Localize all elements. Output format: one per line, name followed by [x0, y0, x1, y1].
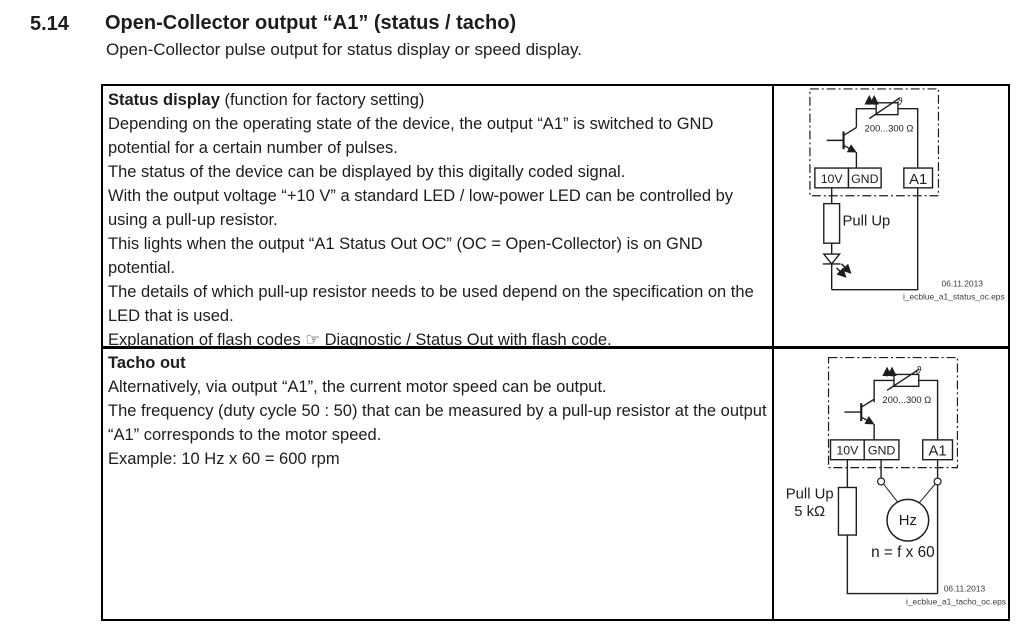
terminal-10v-label: 10V	[836, 443, 859, 458]
pullup-resistor	[824, 204, 840, 244]
temperature-symbol: ϑ	[896, 96, 903, 108]
pullup-label: Pull Up	[842, 213, 891, 230]
tacho-diagram-cell	[774, 349, 1008, 619]
hz-meter-label: Hz	[898, 513, 917, 530]
body-paragraph: Explanation of flash codes ☞ Diagnostic / Status Out with flash code.	[108, 331, 612, 349]
body-paragraph: With the output voltage “+10 V” a standard LED / low-power LED can be controlled by using a pull-up resistor.	[108, 187, 734, 229]
temperature-symbol: ϑ	[915, 365, 922, 377]
formula-label: n = f x 60	[871, 543, 935, 561]
circuit-labels	[786, 365, 1006, 606]
status-circuit-diagram	[774, 86, 1008, 346]
terminal-gnd-label: GND	[851, 171, 879, 186]
probe-terminal	[934, 478, 941, 485]
body-paragraph: This lights when the output “A1 Status Out OC” (OC = Open-Collector) is on GND potential.	[108, 235, 703, 277]
row-heading-suffix: (function for factory setting)	[219, 91, 425, 109]
row-heading	[108, 351, 768, 375]
resistor-value-label: 200...300 Ω	[882, 394, 932, 406]
resistor-value-label: 200...300 Ω	[864, 122, 914, 134]
body-paragraph: Alternatively, via output “A1”, the current motor speed can be output.	[108, 378, 607, 396]
status-display-text-cell	[103, 86, 774, 349]
wire	[919, 380, 938, 439]
row-heading-bold: Status display	[108, 91, 220, 109]
tacho-out-text-cell	[103, 349, 774, 619]
terminal-a1-label: A1	[928, 443, 947, 460]
row-heading-bold: Tacho out	[108, 354, 186, 372]
page-subtitle: Open-Collector pulse output for status display or speed display.	[106, 40, 582, 59]
diagram-filename: i_ecblue_a1_tacho_oc.eps	[905, 596, 1007, 607]
hz-meter	[878, 478, 941, 541]
body-paragraph: The status of the device can be displayed by this digitally coded signal.	[108, 163, 626, 181]
diagram-date: 06.11.2013	[943, 583, 986, 594]
terminal-gnd-label: GND	[867, 443, 896, 458]
body-paragraph: Depending on the operating state of the device, the output “A1” is switched to GND potential for a certain number of pulses.	[108, 115, 714, 157]
pullup-value-label: 5 kΩ	[794, 504, 826, 521]
diagram-date: 06.11.2013	[941, 278, 983, 289]
content-table	[101, 84, 1010, 621]
terminal-10v-label: 10V	[820, 171, 843, 186]
pullup-resistor	[838, 487, 856, 535]
body-paragraph: Example: 10 Hz x 60 = 600 rpm	[108, 450, 340, 468]
probe-terminal	[878, 478, 885, 485]
npn-transistor-icon	[844, 399, 874, 440]
body-paragraph: The frequency (duty cycle 50 : 50) that can be measured by a pull-up resistor at the output “A1” corresponds to the motor speed.	[108, 402, 767, 444]
tacho-circuit-diagram	[774, 349, 1008, 619]
npn-transistor-icon	[827, 128, 857, 169]
circuit-lines	[810, 89, 939, 290]
wire	[898, 109, 918, 168]
page-title: Open-Collector output “A1” (status / tacho)	[105, 12, 517, 34]
status-diagram-cell	[774, 86, 1008, 349]
body-paragraph: The details of which pull-up resistor needs to be used depend on the specification on the LED that is used.	[108, 283, 754, 325]
section-number: 5.14	[30, 13, 69, 35]
diagram-filename: i_ecblue_a1_status_oc.eps	[902, 291, 1005, 302]
wire	[832, 188, 918, 290]
led-icon	[823, 254, 850, 276]
pullup-label: Pull Up	[785, 486, 834, 503]
row-heading	[108, 88, 768, 112]
terminal-a1-label: A1	[909, 171, 928, 188]
